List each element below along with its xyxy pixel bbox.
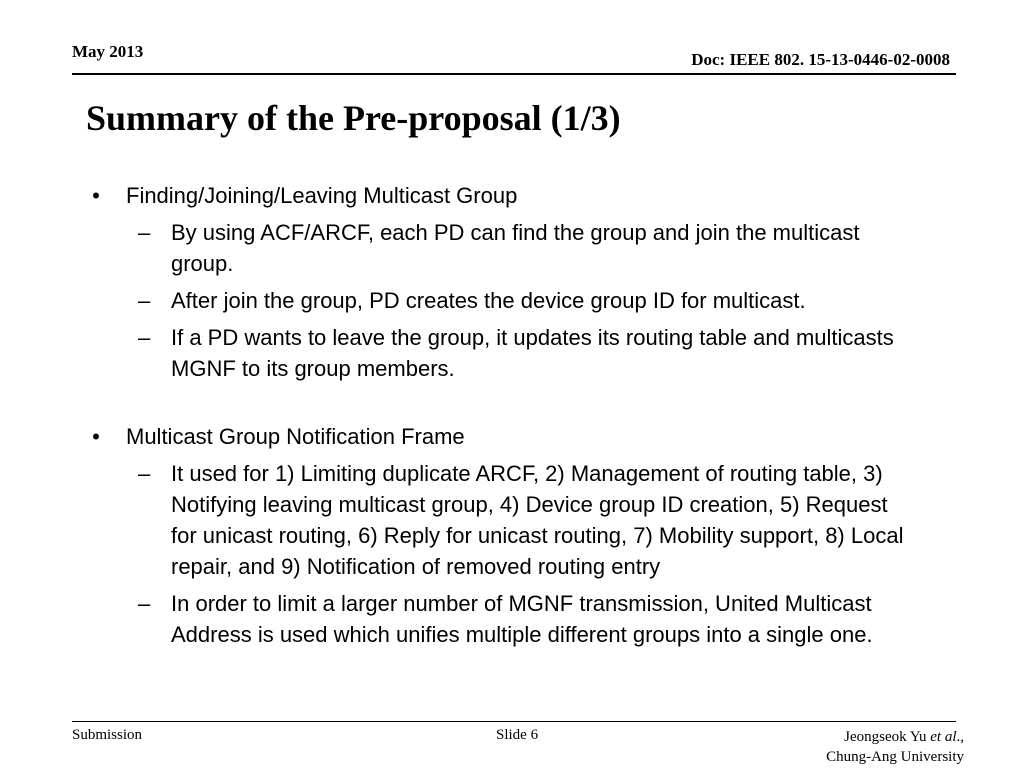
footer-author-block: [826, 727, 964, 767]
sub-bullet: [86, 217, 916, 279]
sub-bullet: [86, 588, 916, 650]
dash-marker: –: [138, 461, 151, 486]
author-etal: et al: [930, 729, 957, 745]
dash-marker: –: [138, 220, 151, 245]
bullet-marker: •: [92, 183, 100, 208]
sub-bullet-text: After join the group, PD creates the device group ID for multicast.: [171, 288, 806, 313]
sub-bullet: [86, 285, 916, 316]
bullet-marker: •: [92, 424, 100, 449]
sub-bullet-text: In order to limit a larger number of MGNF transmission, United Multicast Address is used which unifies multiple different groups into a single one.: [171, 591, 873, 647]
header-date: May 2013: [72, 42, 144, 61]
sub-bullet: [86, 322, 916, 384]
dash-marker: –: [138, 288, 151, 313]
sub-bullet-text: It used for 1) Limiting duplicate ARCF, 2) Management of routing table, 3) Notifying leaving multicast group, 4) Device group ID creation, 5) Request for unicast routing, 6) Reply for unicast routing, 7) Mobility support, 8) Local repair, and 9) Notification of removed routing entry: [171, 461, 904, 579]
bullet-text: Finding/Joining/Leaving Multicast Group: [126, 183, 518, 208]
slide-title: Summary of the Pre-proposal (1/3): [86, 98, 621, 138]
sub-bullet-text: If a PD wants to leave the group, it updates its routing table and multicasts MGNF to its group members.: [171, 325, 894, 381]
footer-divider: [72, 721, 956, 722]
section-spacer: [86, 384, 916, 421]
bullet-section-1: [86, 180, 916, 211]
footer-slide-number: Slide 6: [496, 727, 539, 743]
bullet-text: Multicast Group Notification Frame: [126, 424, 465, 449]
footer-affiliation: Chung-Ang University: [826, 749, 964, 765]
sub-bullet-text: By using ACF/ARCF, each PD can find the group and join the multicast group.: [171, 220, 860, 276]
header-doc-id: Doc: IEEE 802. 15-13-0446-02-0008: [691, 50, 950, 69]
bullet-section-2: [86, 421, 916, 452]
dash-marker: –: [138, 591, 151, 616]
footer-author: [826, 727, 964, 747]
footer-submission: Submission: [72, 727, 143, 743]
author-name: Jeongseok Yu: [844, 729, 927, 745]
dash-marker: –: [138, 325, 151, 350]
author-suffix: .,: [956, 729, 964, 745]
header-divider: [72, 73, 956, 75]
sub-bullet: [86, 458, 916, 582]
slide-body: [86, 180, 916, 650]
